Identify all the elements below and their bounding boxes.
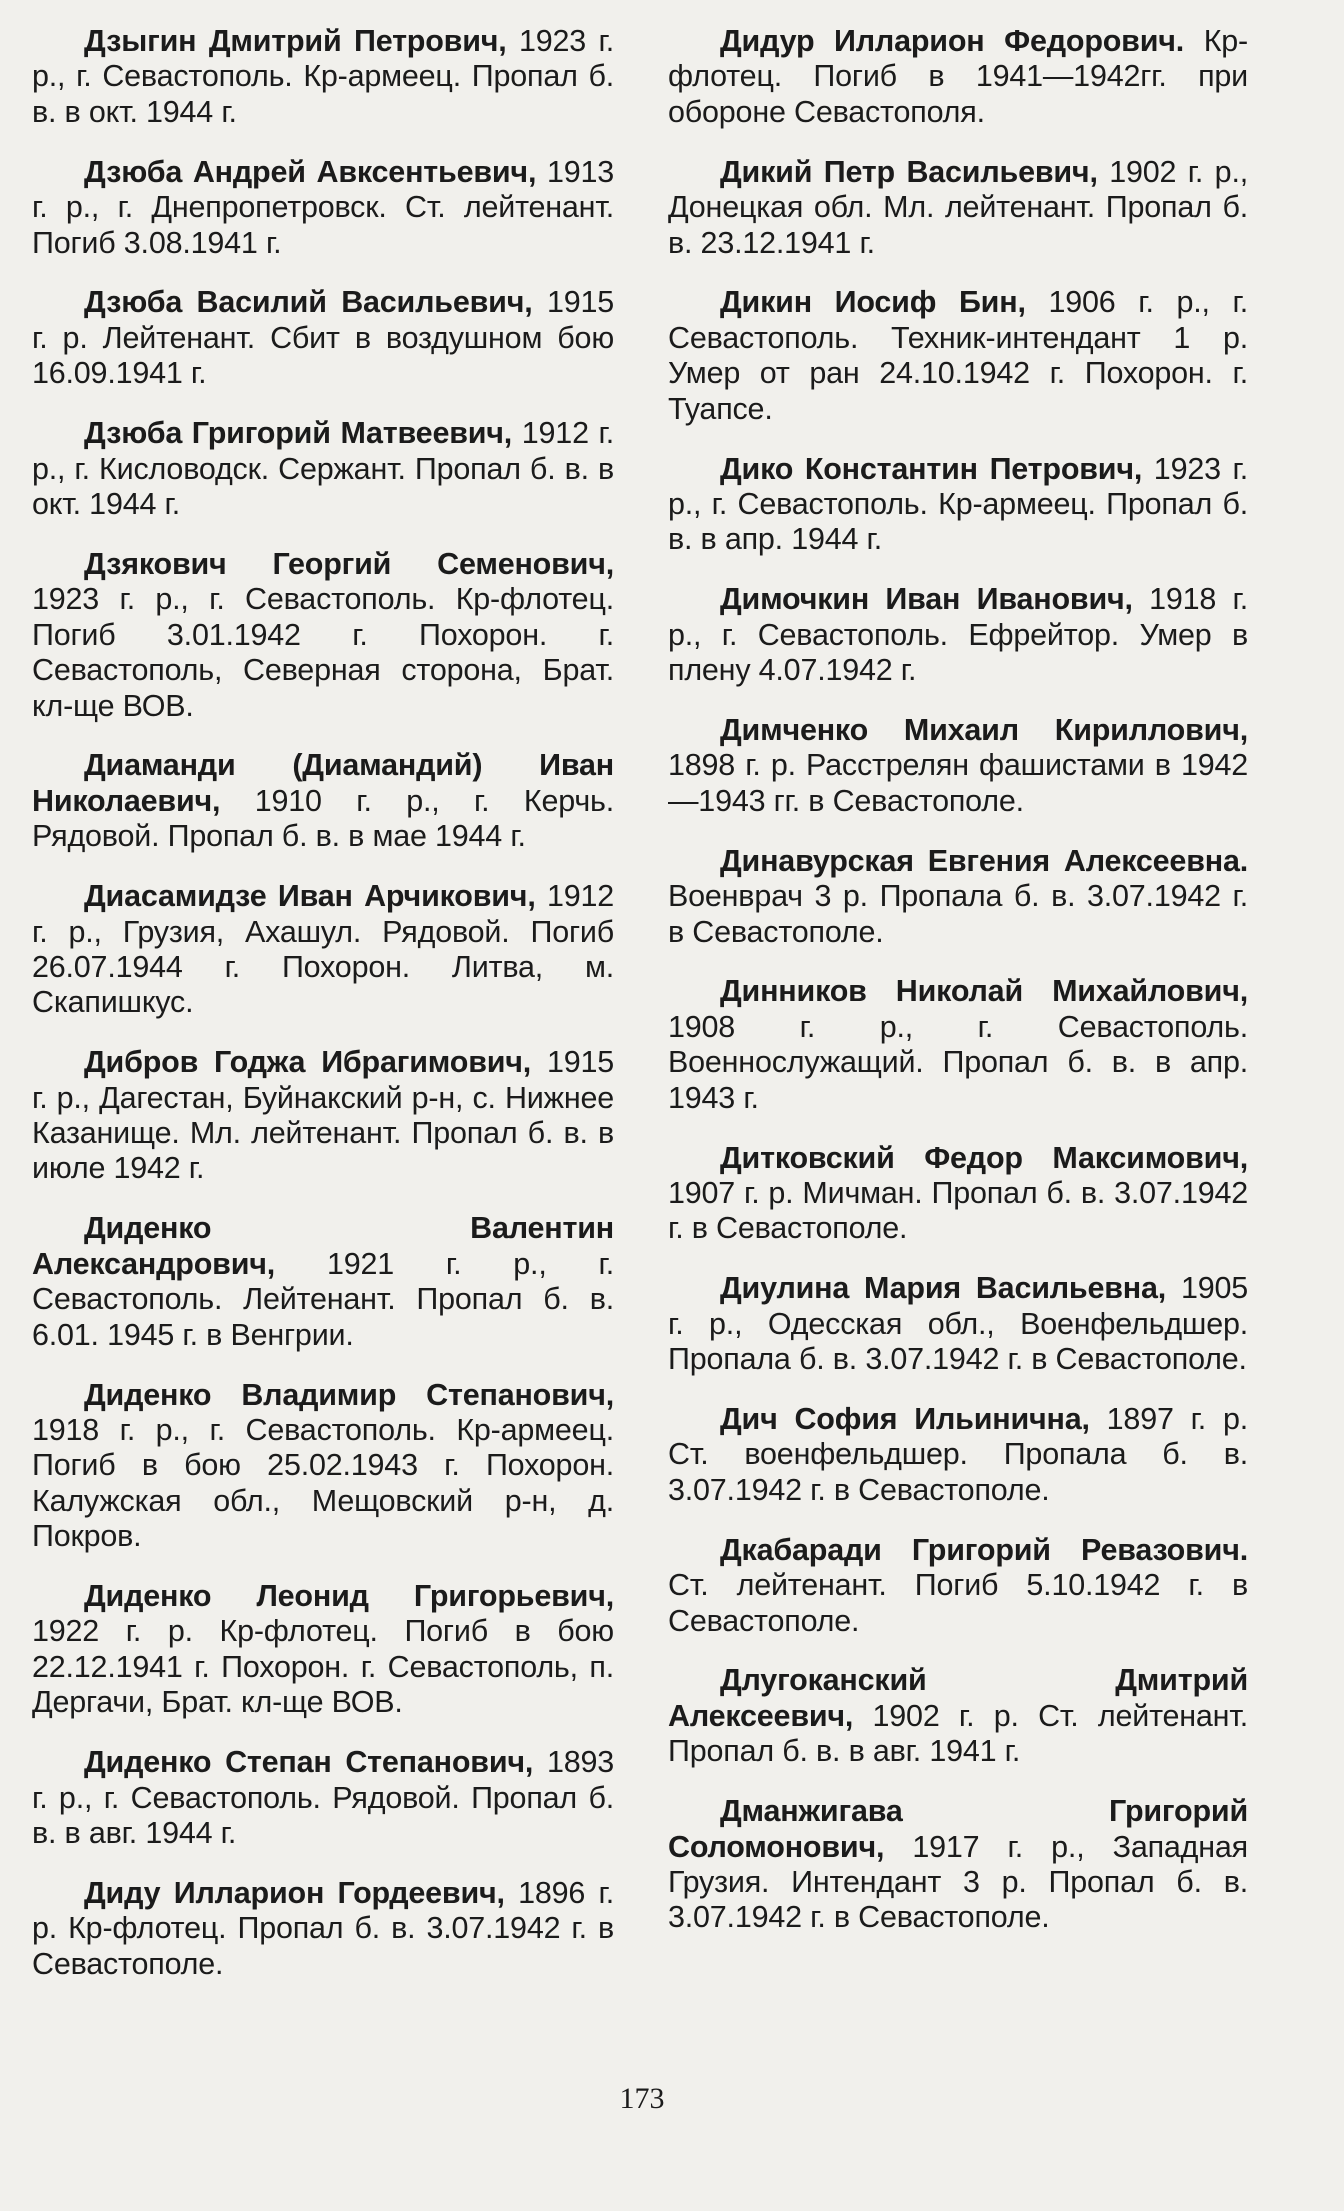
page-number: 173 bbox=[619, 2082, 665, 2115]
biography-entry bbox=[668, 974, 1248, 1116]
entry-text: 1897 г. р. Ст. военфельдшер. Пропала б. в. 3.07.1942 г. в Севастополе. bbox=[668, 1402, 1248, 1507]
entry-text: Военврач 3 р. Пропала б. в. 3.07.1942 г. в Севастополе. bbox=[668, 879, 1248, 949]
entry-name: Дзюба Григорий Матвеевич, bbox=[84, 416, 513, 451]
biography-entry bbox=[668, 155, 1248, 261]
left-column bbox=[32, 24, 614, 2007]
biography-entry bbox=[32, 24, 614, 130]
entry-name: Дзюба Андрей Авксентьевич, bbox=[84, 154, 537, 189]
entry-text: 1921 г. р., г. Севастополь. Лейтенант. Пропал б. в. 6.01. 1945 г. в Венгрии. bbox=[32, 1246, 614, 1352]
entry-text: 1923 г. р., г. Севастополь. Кр-армеец. Пропал б. в. в апр. 1944 г. bbox=[668, 451, 1249, 557]
biography-entry bbox=[668, 582, 1248, 688]
entry-text: Ст. лейтенант. Погиб 5.10.1942 г. в Севастополе. bbox=[668, 1568, 1248, 1638]
entry-name: Дманжигава Григорий Соломонович, bbox=[668, 1794, 1248, 1864]
entry-name: Диулина Мария Васильевна, bbox=[720, 1271, 1167, 1306]
biography-entry bbox=[668, 1271, 1248, 1377]
entry-text: 1918 г. р., г. Севастополь. Ефрейтор. Умер в плену 4.07.1942 г. bbox=[668, 582, 1249, 688]
entry-name: Диденко Владимир Степанович, bbox=[84, 1377, 614, 1412]
entry-text: Кр-флотец. Погиб в 1941—1942гг. при обороне Севастополя. bbox=[668, 24, 1248, 129]
biography-entry bbox=[32, 1045, 614, 1187]
biography-entry bbox=[32, 1745, 614, 1851]
entry-text: 1908 г. р., г. Севастополь. Военнослужащий. Пропал б. в. в апр. 1943 г. bbox=[668, 1009, 1248, 1115]
entry-text: 1910 г. р., г. Керчь. Рядовой. Пропал б. в. в мае 1944 г. bbox=[32, 783, 614, 854]
biography-entry bbox=[32, 416, 614, 522]
entry-text: 1902 г. р., Донецкая обл. Мл. лейтенант. Пропал б. в. 23.12.1941 г. bbox=[668, 154, 1248, 260]
entry-text: 1917 г. р., Западная Грузия. Интендант 3 р. Пропал б. в. 3.07.1942 г. в Севастополе. bbox=[668, 1829, 1248, 1935]
biography-entry bbox=[668, 1141, 1248, 1247]
entry-name: Дзюба Василий Васильевич, bbox=[84, 285, 533, 320]
entry-text: 1893 г. р., г. Севастополь. Рядовой. Пропал б. в. в авг. 1944 г. bbox=[32, 1745, 615, 1850]
entry-text: 1912 г. р., Грузия, Ахашул. Рядовой. Погиб 26.07.1944 г. Похорон. Литва, м. Скапишкус. bbox=[32, 879, 614, 1020]
entry-text: 1912 г. р., г. Кисловодск. Сержант. Пропал б. в. в окт. 1944 г. bbox=[32, 416, 615, 521]
entry-text: 1915 г. р. Лейтенант. Сбит в воздушном бою 16.09.1941 г. bbox=[32, 285, 615, 391]
entry-name: Дзякович Георгий Семенович, bbox=[84, 546, 614, 581]
biography-entry bbox=[32, 155, 614, 261]
entry-text: 1896 г. р. Кр-флотец. Пропал б. в. 3.07.1942 г. в Севастополе. bbox=[32, 1875, 614, 1981]
entry-name: Динников Николай Михайлович, bbox=[720, 974, 1248, 1009]
biography-entry bbox=[668, 285, 1248, 427]
biography-entry bbox=[668, 1663, 1248, 1769]
biography-entry bbox=[32, 1378, 614, 1555]
entry-text: 1918 г. р., г. Севастополь. Кр-армеец. Погиб в бою 25.02.1943 г. Похорон. Калужская обл., Мещовский р-н, д. Покров. bbox=[32, 1412, 614, 1554]
biography-entry bbox=[32, 1211, 614, 1353]
biography-entry bbox=[32, 748, 614, 854]
biography-entry bbox=[668, 1794, 1248, 1936]
biography-entry bbox=[668, 1402, 1248, 1508]
entry-name: Дидур Илларион Федорович. bbox=[720, 24, 1185, 58]
entry-text: 1902 г. р. Ст. лейтенант. Пропал б. в. в авг. 1941 г. bbox=[668, 1698, 1248, 1769]
entry-name: Дико Константин Петрович, bbox=[720, 451, 1143, 486]
entry-name: Димченко Михаил Кириллович, bbox=[720, 713, 1248, 747]
entry-name: Дитковский Федор Максимович, bbox=[720, 1140, 1248, 1175]
biography-entry bbox=[668, 713, 1248, 819]
entry-name: Дкабаради Григорий Ревазович. bbox=[720, 1532, 1248, 1567]
entry-text: 1922 г. р. Кр-флотец. Погиб в бою 22.12.1941 г. Похорон. г. Севастополь, п. Дергачи, Брат. кл-ще ВОВ. bbox=[32, 1614, 614, 1720]
biography-entry bbox=[32, 547, 614, 724]
entry-text: 1923 г. р., г. Севастополь. Кр-флотец. Погиб 3.01.1942 г. Похорон. г. Севастополь, Северная сторона, Брат. кл-ще ВОВ. bbox=[32, 582, 614, 723]
entry-text: 1906 г. р., г. Севастополь. Техник-интендант 1 р. Умер от ран 24.10.1942 г. Похорон. г. Туапсе. bbox=[668, 285, 1248, 426]
entry-name: Дикий Петр Васильевич, bbox=[720, 154, 1098, 189]
right-column bbox=[668, 24, 1248, 1960]
entry-text: 1923 г. р., г. Севастополь. Кр-армеец. Пропал б. в. в окт. 1944 г. bbox=[32, 24, 614, 129]
entry-name: Длугоканский Дмитрий Алексеевич, bbox=[668, 1663, 1248, 1733]
entry-text: 1898 г. р. Расстрелян фашистами в 1942—1943 гг. в Севастополе. bbox=[668, 748, 1248, 818]
entry-name: Диденко Леонид Григорьевич, bbox=[84, 1579, 614, 1614]
biography-entry bbox=[668, 1533, 1248, 1639]
entry-name: Диду Илларион Гордеевич, bbox=[84, 1875, 505, 1910]
biography-entry bbox=[32, 879, 614, 1021]
entry-name: Дикин Иосиф Бин, bbox=[720, 285, 1026, 320]
entry-name: Диасамидзе Иван Арчикович, bbox=[84, 879, 536, 914]
entry-name: Димочкин Иван Иванович, bbox=[720, 582, 1133, 617]
biography-entry bbox=[32, 285, 614, 391]
entry-text: 1915 г. р., Дагестан, Буйнакский р-н, с. Нижнее Казанище. Мл. лейтенант. Пропал б. в. в июле 1942 г. bbox=[32, 1045, 615, 1186]
entry-name: Дич София Ильинична, bbox=[720, 1402, 1090, 1436]
entry-name: Диаманди (Диамандий) Иван Николаевич, bbox=[32, 748, 614, 818]
biography-entry bbox=[668, 844, 1248, 950]
entry-name: Диденко Валентин Александрович, bbox=[32, 1211, 614, 1281]
biography-entry bbox=[668, 452, 1248, 558]
entry-name: Диденко Степан Степанович, bbox=[84, 1745, 534, 1780]
biography-entry bbox=[32, 1579, 614, 1721]
biography-entry bbox=[668, 24, 1248, 130]
entry-name: Дзыгин Дмитрий Петрович, bbox=[84, 24, 507, 58]
entry-text: 1907 г. р. Мичман. Пропал б. в. 3.07.1942 г. в Севастополе. bbox=[668, 1175, 1248, 1246]
entry-name: Дибров Годжа Ибрагимович, bbox=[84, 1045, 532, 1080]
entry-text: 1905 г. р., Одесская обл., Военфельдшер. Пропала б. в. 3.07.1942 г. в Севастополе. bbox=[668, 1271, 1249, 1377]
entry-name: Динавурская Евгения Алексеевна. bbox=[720, 843, 1248, 878]
biography-entry bbox=[32, 1876, 614, 1982]
entry-text: 1913 г. р., г. Днепропетровск. Ст. лейтенант. Погиб 3.08.1941 г. bbox=[32, 154, 614, 260]
